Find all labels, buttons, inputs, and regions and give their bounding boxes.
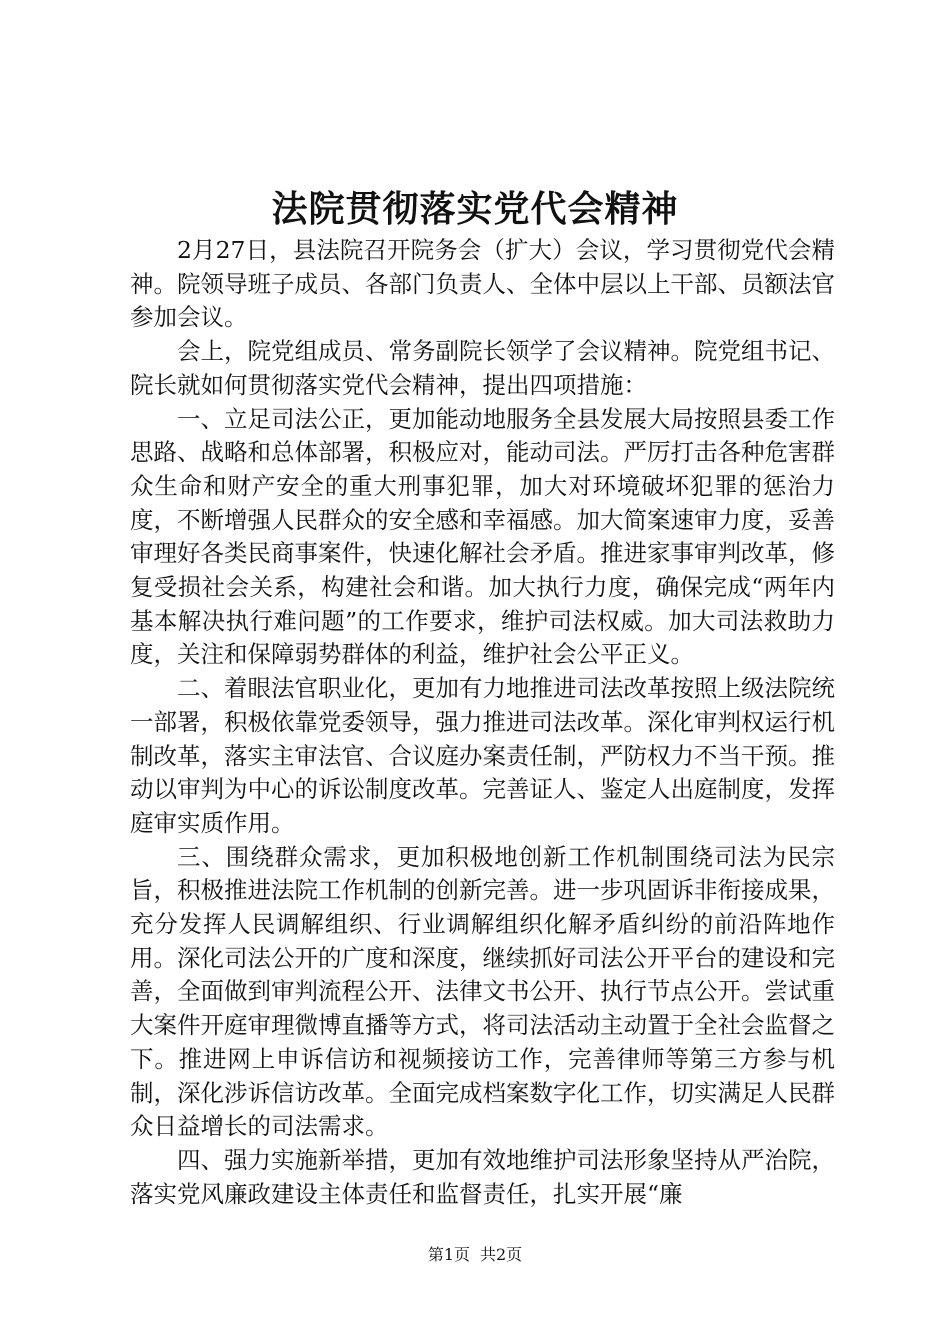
paragraph-3: 一、立足司法公正，更加能动地服务全县发展大局按照县委工作思路、战略和总体部署，积极应对，能动司法。严厉打击各种危害群众生命和财产安全的重大刑事犯罪，加大对环境破坏犯罪的惩治力度，不断增强人民群众的安全感和幸福感。加大简案速审力度，妥善审理好各类民商事案件，快速化解社会矛盾。推进家事审判改革，修复受损社会关系，构建社会和谐。加大执行力度，确保完成“两年内基本解决执行难问题”的工作要求，维护司法权威。加大司法救助力度，关注和保障弱势群体的利益，维护社会公平正义。 (130, 404, 835, 669)
paragraph-4: 二、着眼法官职业化，更加有力地推进司法改革按照上级法院统一部署，积极依靠党委领导，强力推进司法改革。深化审判权运行机制改革，落实主审法官、合议庭办案责任制，严防权力不当干预。推动以审判为中心的诉讼制度改革。完善证人、鉴定人出庭制度，发挥庭审实质作用。 (130, 674, 835, 837)
document-body (130, 234, 835, 1211)
paragraph-1: 2月27日，县法院召开院务会（扩大）会议，学习贯彻党代会精神。院领导班子成员、各部门负责人、全体中层以上干部、员额法官参加会议。 (130, 236, 835, 332)
paragraph-2: 会上，院党组成员、常务副院长领学了会议精神。院党组书记、院长就如何贯彻落实党代会精神，提出四项措施： (130, 337, 835, 399)
page-total: 共2页 (480, 1245, 523, 1264)
page-footer (0, 1244, 950, 1266)
paragraph-5: 三、围绕群众需求，更加积极地创新工作机制围绕司法为民宗旨，积极推进法院工作机制的创新完善。进一步巩固诉非衔接成果，充分发挥人民调解组织、行业调解组织化解矛盾纠纷的前沿阵地作用。深化司法公开的广度和深度，继续抓好司法公开平台的建设和完善，全面做到审判流程公开、法律文书公开、执行节点公开。尝试重大案件开庭审理微博直播等方式，将司法活动主动置于全社会监督之下。推进网上申诉信访和视频接访工作，完善律师等第三方参与机制，深化涉诉信访改革。全面完成档案数字化工作，切实满足人民群众日益增长的司法需求。 (130, 842, 835, 1141)
paragraph-6: 四、强力实施新举措，更加有效地维护司法形象坚持从严治院，落实党风廉政建设主体责任和监督责任，扎实开展“廉 (130, 1145, 835, 1208)
page-number: 第1页 (427, 1245, 470, 1264)
document-title: 法院贯彻落实党代会精神 (271, 188, 679, 230)
